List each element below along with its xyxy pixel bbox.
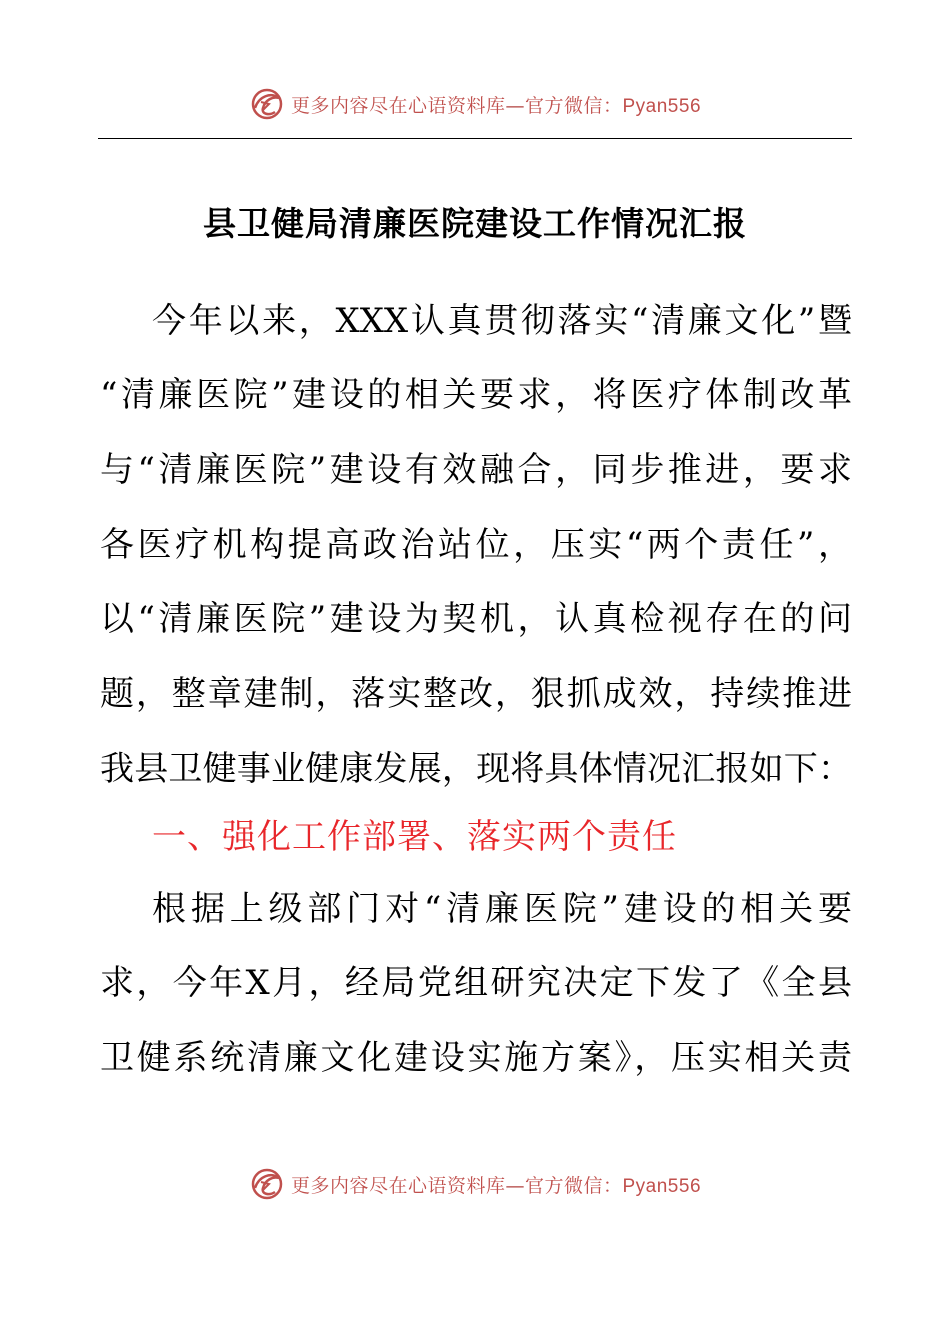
paragraph2-line-1: 根据上级部门对“清廉医院”建设的相关要 (152, 889, 852, 929)
paragraph1-line-2: “清廉医院”建设的相关要求，将医疗体制改革 (100, 375, 852, 415)
watermark-library-name: 更多内容尽在心语资料库 (290, 94, 506, 117)
watermark-wechat-label: 官方微信： (524, 1174, 623, 1197)
watermark-separator: — (505, 1174, 525, 1197)
watermark-wechat-id: Pyan556 (622, 1175, 702, 1197)
document-title: 县卫健局清廉医院建设工作情况汇报 (203, 204, 747, 243)
paragraph2-line-3: 卫健系统清廉文化建设实施方案》，压实相关责 (100, 1038, 852, 1078)
header-divider (98, 138, 852, 139)
dragon-logo-icon (249, 1166, 285, 1202)
header-watermark-banner (0, 82, 950, 126)
paragraph1-line-7: 我县卫健事业健康发展，现将具体情况汇报如下： (100, 749, 852, 789)
paragraph1-line-3: 与“清廉医院”建设有效融合，同步推进，要求 (100, 450, 852, 490)
watermark-text (291, 1171, 701, 1198)
paragraph2-line-2: 求，今年X月，经局党组研究决定下发了《全县 (100, 963, 852, 1003)
watermark-wechat-label: 官方微信： (524, 94, 623, 117)
watermark-library-name: 更多内容尽在心语资料库 (290, 1174, 506, 1197)
paragraph1-line-5: 以“清廉医院”建设为契机，认真检视存在的问 (100, 599, 852, 639)
paragraph1-line-1: 今年以来，XXX认真贯彻落实“清廉文化”暨 (152, 301, 852, 341)
dragon-logo-icon (249, 86, 285, 122)
watermark-wechat-id: Pyan556 (622, 95, 702, 117)
watermark-text (291, 91, 701, 118)
section-heading-1: 一、强化工作部署、落实两个责任 (152, 817, 677, 857)
watermark-separator: — (505, 94, 525, 117)
paragraph1-line-4: 各医疗机构提高政治站位，压实“两个责任”， (100, 525, 852, 565)
paragraph1-line-6: 题，整章建制，落实整改，狠抓成效，持续推进 (100, 674, 852, 714)
footer-watermark-banner (0, 1162, 950, 1206)
